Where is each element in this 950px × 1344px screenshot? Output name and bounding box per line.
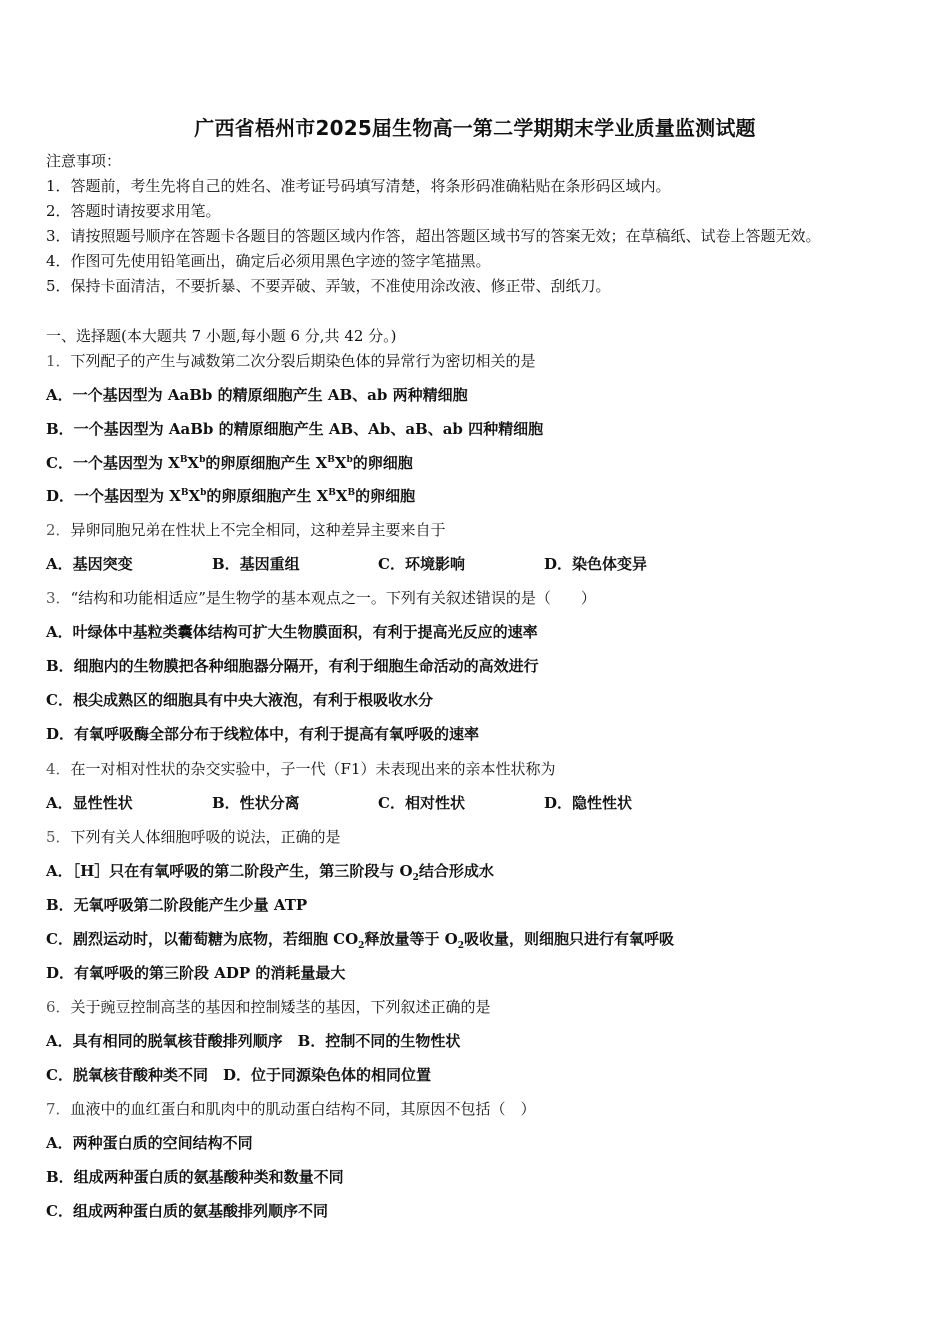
question-5 — [46, 827, 341, 847]
question-stem: 血液中的血红蛋白和肌肉中的肌动蛋白结构不同，其原因不包括（ ） — [70, 1100, 536, 1118]
question-2 — [46, 520, 446, 540]
option-d: D．一个基因型为 $X^BX^b$的卵原细胞产生 $X^BX^B$的卵细胞 — [46, 487, 416, 505]
option-a: A．基因突变 — [46, 555, 133, 573]
option-c: C．组成两种蛋白质的氨基酸排列顺序不同 — [46, 1202, 328, 1220]
options-row: A．具有相同的脱氧核苷酸排列顺序 B．控制不同的生物性状 — [46, 1032, 461, 1050]
notice-item: 3．请按照题号顺序在答题卡各题目的答题区域内作答，超出答题区域书写的答案无效；在草稿纸、试卷上答题无效。 — [46, 227, 821, 245]
question-stem: 下列有关人体细胞呼吸的说法，正确的是 — [70, 828, 341, 846]
question-4 — [46, 759, 556, 779]
notice-item: 1．答题前，考生先将自己的姓名、准考证号码填写清楚，将条形码准确粘贴在条形码区域内。 — [46, 177, 671, 195]
option-a: A．叶绿体中基粒类囊体结构可扩大生物膜面积，有利于提高光反应的速率 — [46, 623, 538, 641]
option-b: B．细胞内的生物膜把各种细胞器分隔开，有利于细胞生命活动的高效进行 — [46, 657, 539, 675]
question-6 — [46, 997, 491, 1017]
options-row: C．脱氧核苷酸种类不同 D．位于同源染色体的相同位置 — [46, 1066, 431, 1084]
notice-item: 2．答题时请按要求用笔。 — [46, 202, 221, 220]
question-stem: “结构和功能相适应”是生物学的基本观点之一。下列有关叙述错误的是（ ） — [70, 589, 596, 607]
option-b: B．无氧呼吸第二阶段能产生少量 ATP — [46, 896, 308, 914]
option-a: A．显性性状 — [46, 794, 133, 812]
option-d: D．染色体变异 — [544, 555, 648, 573]
question-stem: 关于豌豆控制高茎的基因和控制矮茎的基因，下列叙述正确的是 — [70, 998, 491, 1016]
option-b: B．一个基因型为 AaBb 的精原细胞产生 AB、Ab、aB、ab 四种精细胞 — [46, 420, 544, 438]
question-number: 4． — [46, 760, 71, 778]
option-c: C．根尖成熟区的细胞具有中央大液泡，有利于根吸收水分 — [46, 691, 433, 709]
option-c: C．环境影响 — [378, 555, 465, 573]
question-number: 7． — [46, 1100, 71, 1118]
option-d: D．隐性性状 — [544, 794, 633, 812]
page-title: 广西省梧州市2025届生物高一第二学期期末学业质量监测试题 — [194, 116, 756, 140]
option-a: A．一个基因型为 AaBb 的精原细胞产生 AB、ab 两种精细胞 — [46, 386, 468, 404]
question-number: 6． — [46, 998, 71, 1016]
option-b: B．性状分离 — [212, 794, 300, 812]
option-d: D．有氧呼吸酶全部分布于线粒体中，有利于提高有氧呼吸的速率 — [46, 725, 480, 743]
question-number: 1． — [46, 352, 71, 370]
option-c: C．一个基因型为 $X^BX^b$的卵原细胞产生 $X^BX^b$的卵细胞 — [46, 454, 413, 472]
option-c: C．剧烈运动时，以葡萄糖为底物，若细胞 $CO_2$释放量等于 $O_2$吸收量，则细胞只进行有氧呼吸 — [46, 930, 675, 951]
question-number: 3． — [46, 589, 71, 607]
option-b: B．基因重组 — [212, 555, 300, 573]
options-row — [46, 793, 632, 813]
options-row — [46, 554, 647, 574]
question-number: 2． — [46, 521, 71, 539]
question-number: 5． — [46, 828, 71, 846]
option-d: D．有氧呼吸的第三阶段 ADP 的消耗量最大 — [46, 964, 346, 982]
question-stem: 在一对相对性状的杂交实验中，子一代（F1）未表现出来的亲本性状称为 — [70, 760, 556, 778]
question-stem: 下列配子的产生与减数第二次分裂后期染色体的异常行为密切相关的是 — [70, 352, 536, 370]
option-a: A．［H］只在有氧呼吸的第二阶段产生，第三阶段与 $O_2$结合形成水 — [46, 862, 494, 883]
question-7 — [46, 1099, 536, 1119]
section-heading: 一、选择题(本大题共 7 小题,每小题 6 分,共 42 分。) — [46, 327, 397, 345]
question-3 — [46, 588, 596, 608]
notice-item: 4．作图可先使用铅笔画出，确定后必须用黑色字迹的签字笔描黑。 — [46, 252, 491, 270]
option-b: B．组成两种蛋白质的氨基酸种类和数量不同 — [46, 1168, 344, 1186]
notice-heading: 注意事项： — [46, 152, 122, 170]
question-stem: 异卵同胞兄弟在性状上不完全相同，这种差异主要来自于 — [70, 521, 446, 539]
option-c: C．相对性状 — [378, 794, 465, 812]
notice-item: 5．保持卡面清洁，不要折暴、不要弄破、弄皱，不准使用涂改液、修正带、刮纸刀。 — [46, 277, 611, 295]
question-1 — [46, 351, 536, 371]
option-a: A．两种蛋白质的空间结构不同 — [46, 1134, 253, 1152]
